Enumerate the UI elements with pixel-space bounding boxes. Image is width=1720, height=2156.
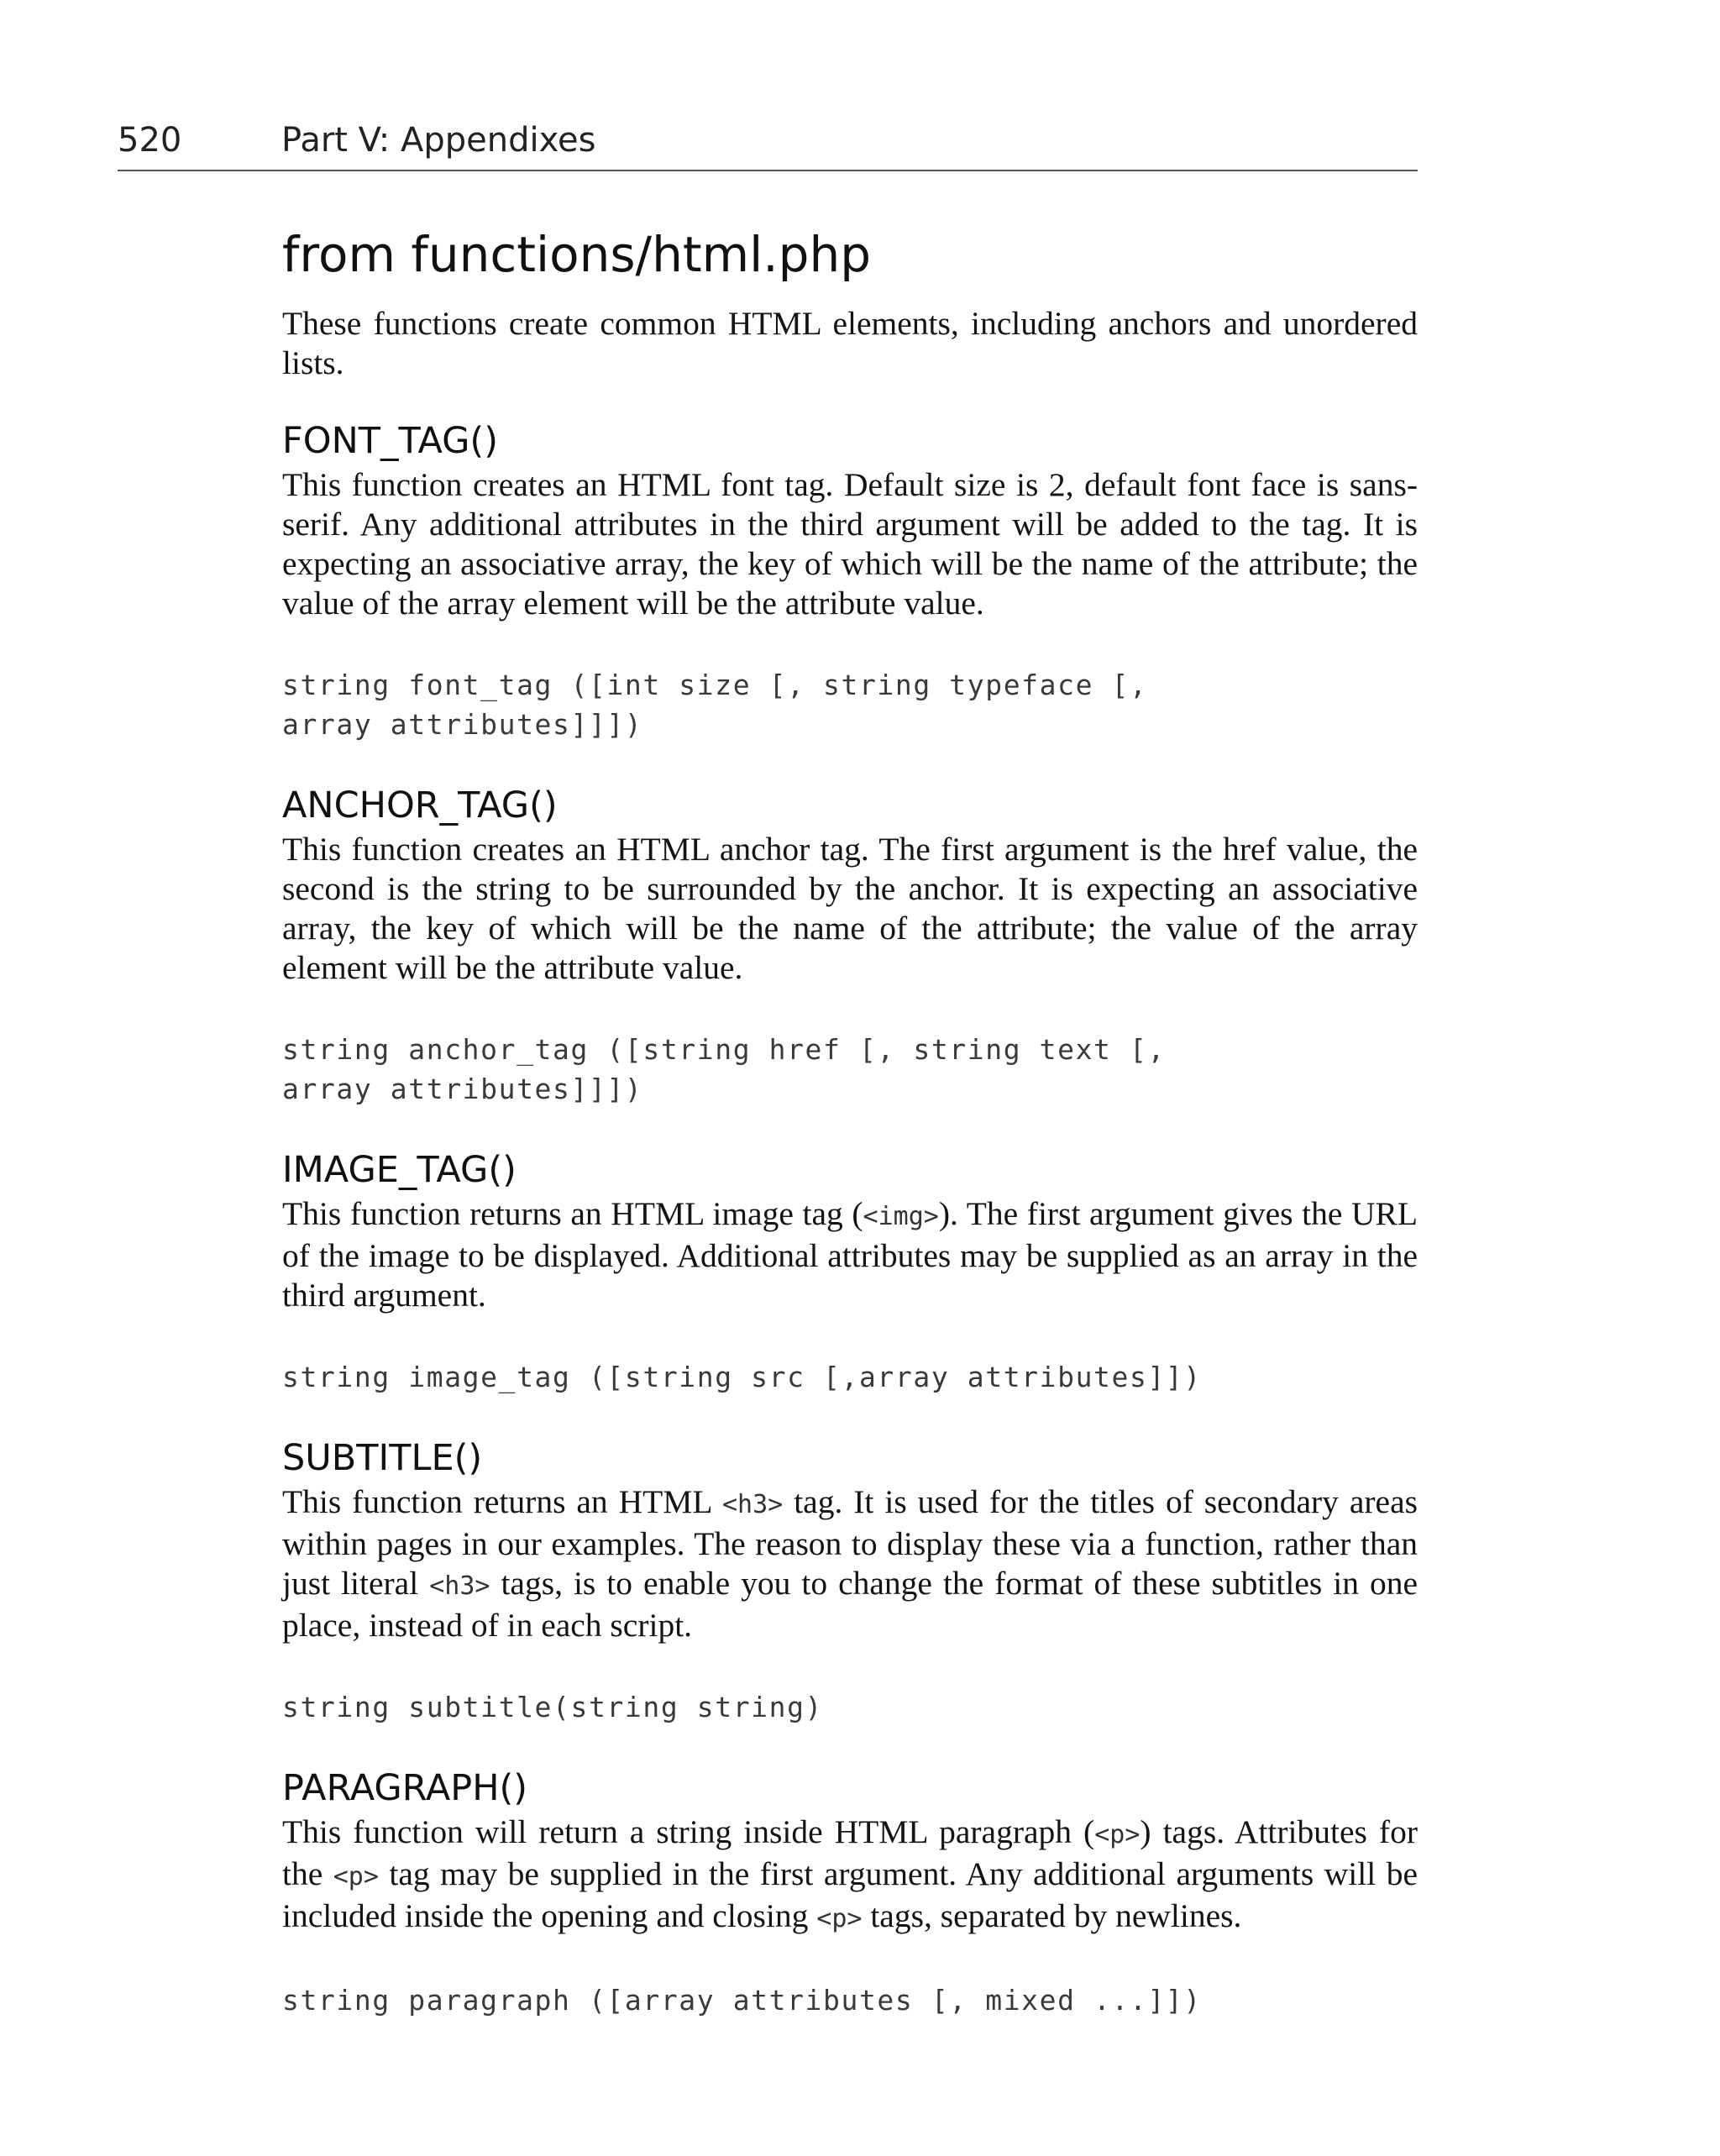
- function-signature: string subtitle(string string): [282, 1691, 824, 1723]
- description-text: This function will return a string inside HTML paragraph (: [282, 1813, 1095, 1850]
- function-signature: string paragraph ([array attributes [, mixed ...]]): [282, 1984, 1202, 2017]
- description-text: tag. It is used for the titles of secondary areas within pages in our examples. The reason to display these via a function, rather than just literal: [282, 1483, 1418, 1602]
- function-description: [282, 1194, 1418, 1315]
- description-text: This function returns an HTML: [282, 1483, 722, 1520]
- description-text: ). The first argument gives the URL of the image to be displayed. Additional attributes may be supplied as an array in the third argument.: [282, 1195, 1418, 1314]
- function-name: ANCHOR_TAG(): [282, 784, 558, 826]
- function-description: This function creates an HTML font tag. Default size is 2, default font face is sans-serif. Any additional attributes in the third argument will be added to the tag. It is expecting an associative array, the key of which will be the name of the attribute; the value of the array element will be the attribute value.: [282, 466, 1418, 622]
- function-anchor-tag: [282, 781, 1418, 1109]
- function-name: FONT_TAG(): [282, 420, 498, 462]
- function-description: This function creates an HTML anchor tag. The first argument is the href value, the second is the string to be surrounded by the anchor. It is expecting an associative array, the key of which will be the name of the attribute; the value of the array element will be the attribute value.: [282, 831, 1418, 986]
- inline-code: <p>: [816, 1904, 863, 1933]
- function-signature: string font_tag ([int size [, string typeface [, array attributes]]]): [282, 669, 1166, 741]
- function-description: [282, 1812, 1418, 1938]
- inline-code: <p>: [333, 1862, 379, 1891]
- description-text: ) tags. Attributes for the: [282, 1813, 1418, 1892]
- function-name: SUBTITLE(): [282, 1437, 483, 1479]
- section-title: from functions/html.php: [282, 226, 872, 283]
- description-text: This function returns an HTML image tag (: [282, 1195, 863, 1232]
- inline-code: <p>: [1094, 1820, 1141, 1849]
- page-content: [282, 220, 1418, 2057]
- function-signature: string anchor_tag ([string href [, string text [, array attributes]]]): [282, 1033, 1184, 1105]
- function-font-tag: [282, 417, 1418, 744]
- inline-code: <h3>: [722, 1490, 784, 1519]
- function-description: [282, 1482, 1418, 1645]
- function-subtitle: [282, 1434, 1418, 1727]
- description-text: tag may be supplied in the first argument. Any additional arguments will be included inside the opening and closing: [282, 1855, 1418, 1934]
- inline-code: <img>: [863, 1202, 939, 1231]
- function-name: IMAGE_TAG(): [282, 1149, 517, 1191]
- function-paragraph: [282, 1764, 1418, 2020]
- page-header: [118, 118, 1418, 171]
- inline-code: <h3>: [429, 1571, 490, 1601]
- section-intro: These functions create common HTML elements, including anchors and unordered lists.: [282, 305, 1418, 381]
- running-title: Part V: Appendixes: [281, 121, 596, 160]
- page-number: 520: [118, 121, 182, 160]
- function-name: PARAGRAPH(): [282, 1767, 528, 1809]
- description-text: tags, separated by newlines.: [862, 1897, 1242, 1934]
- function-image-tag: [282, 1146, 1418, 1397]
- function-signature: string image_tag ([string src [,array attributes]]): [282, 1361, 1202, 1393]
- description-text: tags, is to enable you to change the format of these subtitles in one place, instead of in each script.: [282, 1565, 1418, 1644]
